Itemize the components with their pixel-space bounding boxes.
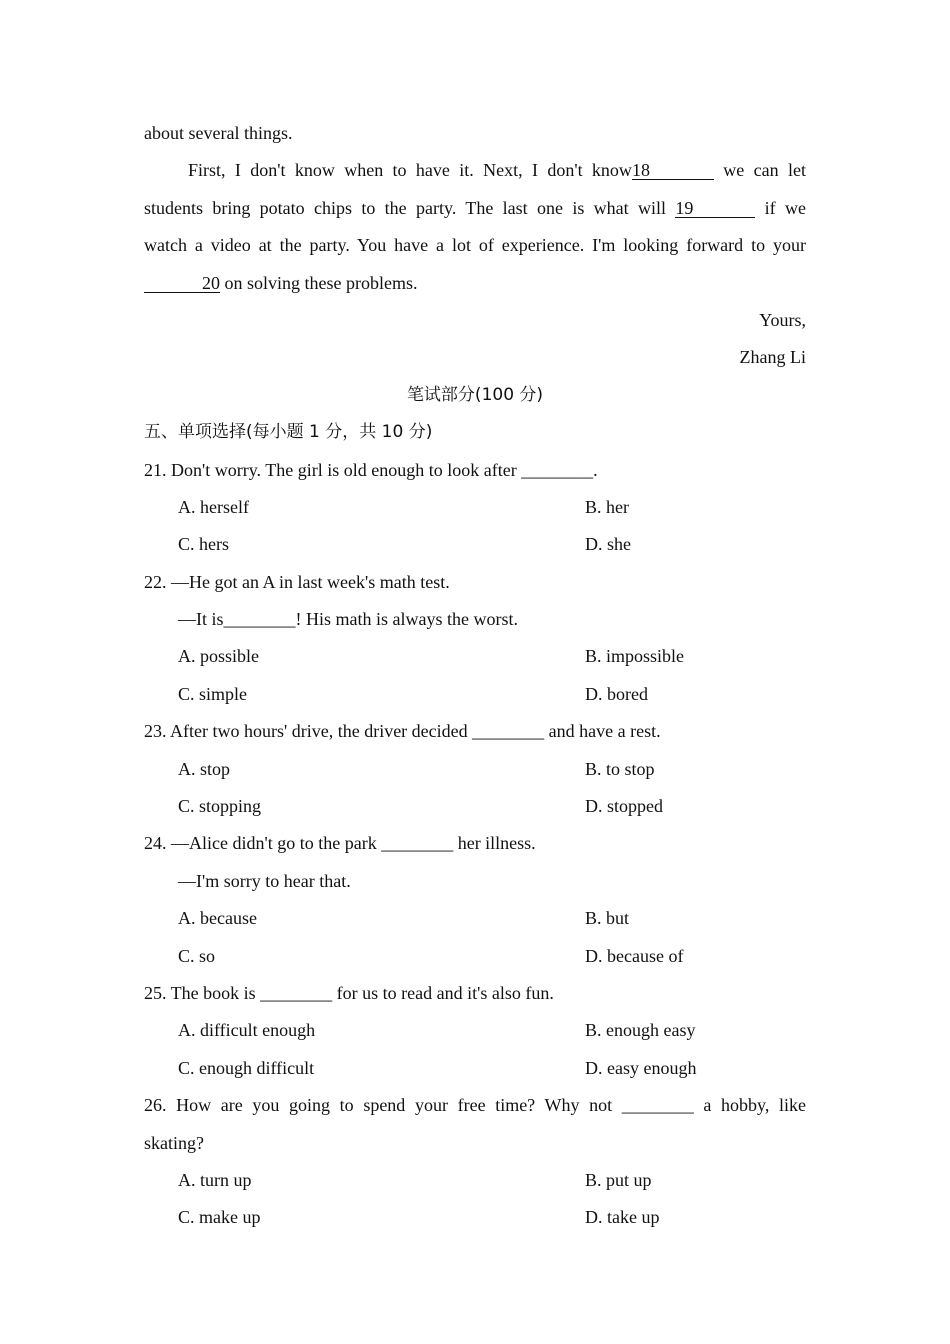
option-b: B. her (585, 496, 629, 517)
option-row (144, 788, 806, 825)
option-d: D. easy enough (585, 1057, 697, 1078)
option-c: C. simple (178, 683, 248, 704)
blank-18: 18 (632, 161, 714, 180)
option-c: C. so (178, 945, 216, 966)
question-stem: 24. —Alice didn't go to the park ________ her illness. (144, 833, 536, 854)
option-b: B. enough easy (585, 1020, 696, 1041)
option-b: B. impossible (585, 646, 685, 667)
blank-19: 19 (675, 199, 755, 218)
question (144, 975, 806, 1087)
option-d: D. bored (585, 683, 648, 704)
question-stem: 21. Don't worry. The girl is old enough to look after ________. (144, 459, 598, 480)
option-c: C. hers (178, 534, 229, 555)
option-a: A. possible (178, 646, 259, 667)
section-heading: 笔试部分(100 分) (406, 384, 544, 405)
option-d: D. stopped (585, 796, 663, 817)
part-heading: 五、单项选择(每小题 1 分，共 10 分) (144, 422, 433, 443)
question (144, 713, 806, 825)
option-row (144, 938, 806, 975)
blank-20: 20 (144, 274, 220, 293)
question-stem: 23. After two hours' drive, the driver decided ________ and have a rest. (144, 721, 661, 742)
option-a: A. herself (178, 496, 249, 517)
question-stem: 26. How are you going to spend your free time? Why not ________ a hobby, like (144, 1095, 806, 1116)
question (144, 825, 806, 975)
option-row (144, 1162, 806, 1199)
option-row (144, 638, 806, 675)
option-b: B. to stop (585, 758, 655, 779)
question-stem: 22. —He got an A in last week's math test. (144, 571, 450, 592)
question-list (144, 452, 806, 1237)
page-content (144, 115, 806, 1237)
letter-text: First, I don't know when to have it. Next, I don't know (188, 160, 632, 181)
letter-text: if we (755, 197, 807, 218)
option-row (144, 751, 806, 788)
option-d: D. she (585, 534, 631, 555)
letter-line (144, 265, 806, 302)
option-d: D. take up (585, 1207, 660, 1228)
option-c: C. make up (178, 1207, 261, 1228)
option-a: A. turn up (178, 1169, 252, 1190)
question (144, 1087, 806, 1237)
option-c: C. enough difficult (178, 1057, 315, 1078)
option-b: B. but (585, 908, 630, 929)
question (144, 452, 806, 564)
question-stem: —It is________! His math is always the worst. (178, 609, 518, 630)
option-row (144, 526, 806, 563)
letter-closing: Yours, (759, 309, 806, 330)
option-a: A. difficult enough (178, 1020, 316, 1041)
option-d: D. because of (585, 945, 684, 966)
letter-text: on solving these problems. (220, 272, 418, 293)
letter-line (144, 152, 806, 189)
letter-text: students bring potato chips to the party. The last one is what will (144, 197, 676, 218)
letter-line: watch a video at the party. You have a lot of experience. I'm looking forward to your (144, 235, 806, 256)
option-c: C. stopping (178, 796, 262, 817)
question-stem: —I'm sorry to hear that. (178, 870, 351, 891)
option-row (144, 489, 806, 526)
letter-signature: Zhang Li (739, 347, 806, 368)
letter-line: about several things. (144, 123, 293, 143)
option-row (144, 676, 806, 713)
option-row (144, 1199, 806, 1236)
option-row (144, 900, 806, 937)
option-a: A. because (178, 908, 257, 929)
question (144, 564, 806, 714)
option-row (144, 1050, 806, 1087)
letter-text: we can let (713, 160, 806, 181)
option-a: A. stop (178, 758, 231, 779)
option-row (144, 1012, 806, 1049)
letter-line (144, 190, 806, 227)
question-stem: 25. The book is ________ for us to read and it's also fun. (144, 982, 554, 1003)
question-stem: skating? (144, 1132, 204, 1153)
option-b: B. put up (585, 1169, 652, 1190)
